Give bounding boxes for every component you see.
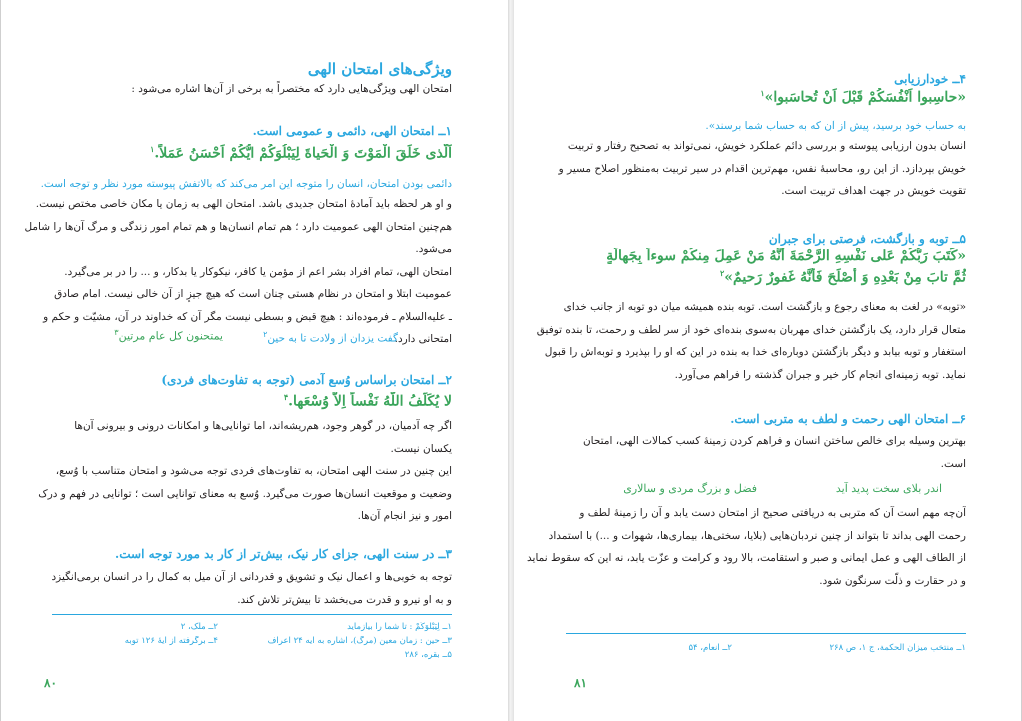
s2-line: امور و نیز انجام آن‌ها. (357, 510, 452, 522)
s4-line: خویش بپردازد. از این رو، محاسبهٔ نفس، مهم‌ترین اقدام در سیر تربیت به‌منظور اصلاح مسیر و (558, 162, 966, 175)
s4-line: تقویت خویش در جهت اهداف تربیت است. (781, 185, 966, 197)
intro-text: امتحان الهی ویژگی‌هایی دارد که مختصراً به برخی از آن‌ها اشاره می‌شود : (131, 83, 452, 95)
poem-right-ref: ۲ (263, 330, 268, 339)
poem-hemistich-right (263, 330, 398, 345)
s6-line-2: و در حقارت و ذلّت سرنگون شود. (819, 574, 966, 587)
footnote-4: ۴ــ برگرفته از آیهٔ ۱۲۶ توبه (124, 636, 218, 646)
poem-left-ref: ۳ (114, 328, 119, 337)
footnote-1: ۱ــ لِیَبْلُوَکُمْ : تا شما را بیازماید (347, 622, 452, 632)
section-4-verse-ref: ۱ (760, 88, 765, 98)
section-1-heading: ۱ــ امتحان الهی، دائمی و عمومی است. (252, 124, 452, 138)
section-5-verse-2-text: ثُمَّ تابَ مِنْ بَعْدِهِ وَ أَصْلَحَ فَأَنَّهُ غَفورٌ رَحیمٌ» (724, 269, 966, 286)
poem-left-text: یمتحنون کل عام مرتین (118, 329, 223, 343)
page-80 (0, 0, 508, 721)
page-title: ویژگی‌های امتحان الهی (307, 60, 452, 78)
section-5-heading: ۵ــ توبه و بازگشت، فرصتی برای جبران (768, 232, 966, 246)
s5-line: متعال قرار دارد، یک بازگشتن خدای مهربان به‌سوی بنده‌ای خود از سر لطف و رحمت، تا بنده توفیق (536, 323, 966, 336)
poem-hemistich-left: فضل و بزرگ مردی و سالاری (623, 482, 757, 495)
page-number-80: ۸۰ (44, 676, 57, 690)
s2-line: یکسان نیست. (390, 442, 452, 455)
s4-line: انسان بدون ارزیابی پیوسته و بررسی دائم عملکرد خویش، نمی‌تواند به تصحیح رفتار و تربیت (567, 140, 966, 152)
s6-line: است. (940, 457, 966, 470)
s5-line: نماید. توبه زمینه‌ای انجام کار خیر و جبران گذشته را فراهم می‌آورد. (674, 368, 966, 381)
s1-line: امتحانی دارد. (394, 333, 452, 345)
s2-line: وضعیت و موقعیت انسان‌ها صورت می‌گیرد. وُسع به معنای توانایی است ؛ توانایی در فهم و درک (38, 487, 452, 500)
section-2-verse-text: لا یُکَلِّفُ اللّهُ نَفْساً اِلاّ وُسْعَها. (288, 393, 452, 410)
page-number-81: ۸۱ (574, 676, 587, 690)
section-5-verse-1: «کَتَبَ رَبُّکُمْ عَلی نَفْسِهِ الرَّحْمَةَ أَنَّهُ مَنْ عَمِلَ مِنکُمْ سوءاً بِجَهالَةٍ (606, 248, 966, 264)
section-1-translation: دائمی بودن امتحان، انسان را متوجه این امر می‌کند که بالاتفش پیوسته مورد نظر و توجه است. (40, 178, 452, 190)
section-1-verse-text: اَلَّذی خَلَقَ الْمَوْتَ وَ الْحَیاةَ لِیَبْلُوَکُمْ ایُّکُمْ اَحْسَنُ عَمَلاً. (154, 145, 452, 162)
footnote-2: ۲ــ انعام، ۵۴ (688, 643, 732, 653)
s1-line: ـ علیه‌السلام ـ فرموده‌اند : هیچ قبض و بسطی نیست مگر آن که خداوند در آن، مشیّت و حکم و (43, 310, 452, 323)
section-6-heading: ۶ــ امتحان الهی رحمت و لطف به متربی است. (730, 412, 966, 426)
page-81 (514, 0, 1022, 721)
s6-line: بهترین وسیله برای خالص ساختن انسان و فراهم کردن زمینهٔ کسب کمالات الهی، امتحان (582, 435, 966, 447)
footnote-3: ۳ــ حین : زمان معین (مرگ)، اشاره به آیه ۲۴ اعراف (267, 636, 452, 646)
footnote-1: ۱ــ منتخب میزان الحکمة، ج ۱، ص ۲۶۸ (829, 643, 966, 653)
section-1-body (12, 193, 452, 351)
section-2-verse-ref: ۴ (283, 392, 289, 402)
s5-line: «توبه» در لغت به معنای رجوع و بازگشت است. توبه بنده همیشه میان دو توبه از جانب خدای (563, 301, 966, 313)
section-2-heading: ۲ــ امتحان براساس وُسع آدمی (توجه به تفاوت‌های فردی) (161, 373, 452, 387)
section-4-translation: به حساب خود برسید، پیش از آن که به حساب شما برسند». (705, 120, 966, 132)
s1-line: و او هر لحظه باید آمادهٔ امتحان جدیدی باشد. امتحان الهی به زمان یا مکان خاصی مختص نیست. (35, 198, 452, 210)
s6-line-2: از الطاف الهی و عمل ایمانی و صبر و استقامت، بالا رود و کرامت و عزّت یابد، نه این که سقوط نماید (527, 552, 966, 564)
s3-line: و به او نیرو و قدرت می‌بخشد تا بیش‌تر تلاش کند. (237, 593, 452, 606)
poem-right-text: گفت یزدان از ولادت تا به حین (267, 332, 398, 345)
section-2-body (12, 415, 452, 528)
section-5-verse-ref: ۲ (719, 268, 725, 278)
section-3-body (12, 566, 452, 611)
section-6-body (526, 430, 966, 475)
s1-line: هم‌چنین امتحان الهی عمومیت دارد ؛ هم تمام انسان‌ها و هم تمام امور زندگی و مرگ آن‌ها را شامل می‌شود. (24, 220, 452, 255)
section-1-verse-ref: ۱ (150, 144, 155, 154)
section-5-body (526, 296, 966, 386)
poem-hemistich-right: اندر بلای سخت پدید آید (835, 482, 942, 495)
footnote-rule (566, 633, 966, 634)
s2-line: اگر چه آدمیان، در گوهر وجود، هم‌ریشه‌اند، اما توانایی‌ها و امکانات درونی و بیرونی آن‌ها (74, 420, 452, 432)
footnote-2: ۲ــ ملک، ۲ (180, 622, 218, 632)
s2-line: این چنین در سنت الهی امتحان، به تفاوت‌های فردی توجه می‌شود و امتحان متناسب با وُسع، (55, 465, 452, 477)
section-1-verse (22, 144, 452, 162)
section-2-verse (284, 392, 452, 410)
section-6-body-2 (526, 502, 966, 592)
section-4-heading: ۴ــ خودارزیابی (894, 72, 966, 86)
section-4-body (536, 135, 966, 203)
poem-hemistich-left (114, 328, 223, 343)
section-3-heading: ۳ــ در سنت الهی، جزای کار نیک، بیش‌تر از کار بد مورد توجه است. (115, 547, 452, 561)
s3-line: توجه به خوبی‌ها و اعمال نیک و تشویق و قدردانی از آن میل به کمال را در انسان برمی‌انگیزد (51, 571, 452, 583)
s1-line: عمومیت ابتلا و امتحان در نظام هستی چنان است که هیچ جیزٕ از آن خالی نیست. امام صادق (54, 288, 452, 300)
s5-line: استغفار و توبه بیابد و دیگر بازگشتن دوباره‌ای خدا به بنده در این که او را بپذیرد و توبه‌اش را قبول (544, 346, 966, 358)
s1-line: امتحان الهی، تمام افراد بشر اعم از مؤمن یا کافر، نیکوکار یا بدکار، و ... را در بر می‌گیرد. (64, 265, 452, 278)
s6-line-2: آن‌چه مهم است آن که متربی به دریافتی صحیح از امتحان دست یابد و آن را زمینهٔ لطف و (579, 507, 966, 519)
s6-line-2: رحمت الهی بداند تا بتواند از چنین نردبان‌هایی (بلایا، سختی‌ها، بیماری‌ها، شهوات و ...) با استمداد (548, 529, 966, 542)
section-4-verse-text: «حاسِبوا اَنْفُسَکُمْ قَبْلَ اَنْ تُحاسَبوا» (764, 89, 966, 106)
footnote-rule (52, 614, 452, 615)
section-4-verse (760, 88, 966, 106)
section-5-verse-2 (720, 268, 966, 286)
footnote-5: ۵ــ بقره، ۲۸۶ (404, 650, 452, 660)
